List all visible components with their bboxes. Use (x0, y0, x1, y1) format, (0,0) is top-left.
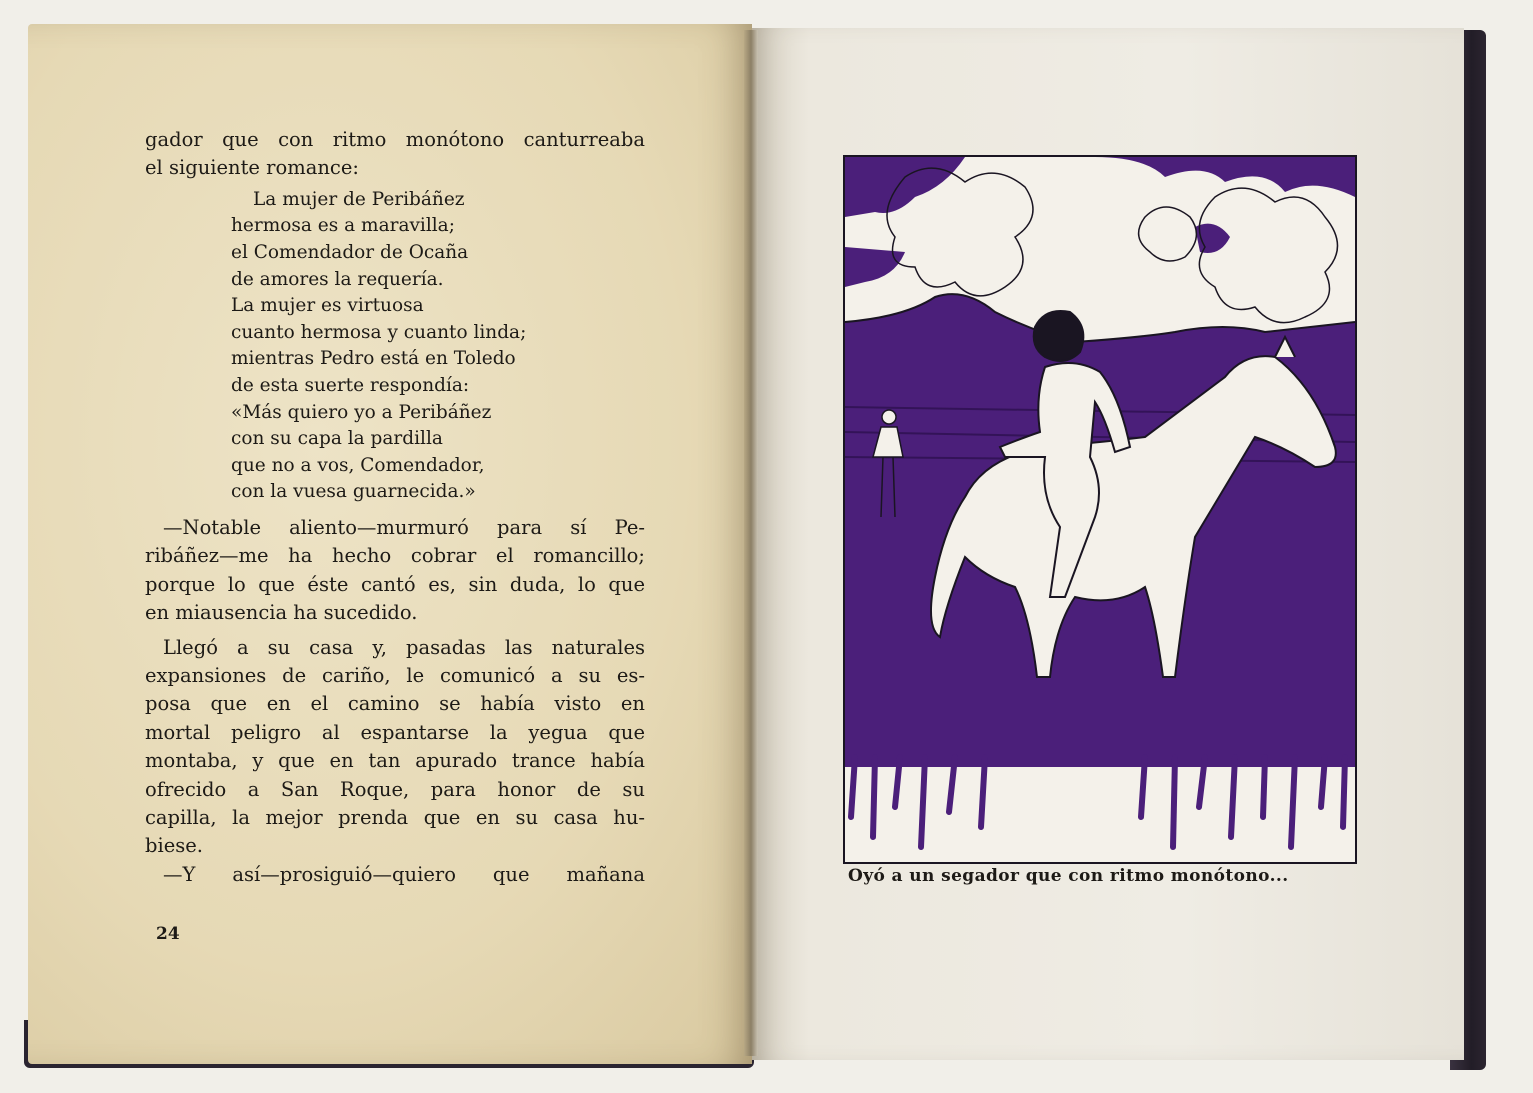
text-line: ribáñez—me ha hecho cobrar el romancillo; (145, 544, 645, 568)
verse-line: el Comendador de Ocaña (231, 242, 469, 263)
text-line: el siguiente romance: (145, 156, 359, 180)
text-line: mortal peligro al espantarse la yegua que (145, 720, 645, 744)
book-gutter (744, 30, 758, 1056)
paragraph-4 (145, 861, 645, 889)
text-line: capilla, la mejor prenda que en su casa hu- (145, 806, 645, 829)
text-line: porque lo que éste cantó es, sin duda, lo que (145, 572, 645, 596)
verse-line: de amores la requería. (231, 268, 444, 290)
text-line: biese. (145, 834, 204, 858)
illustration-caption: Oyó a un segador que con ritmo monótono... (848, 866, 1289, 886)
verse-line: La mujer es virtuosa (231, 295, 424, 317)
paragraph-3 (145, 634, 645, 861)
illustration-rider-on-horse (843, 155, 1357, 864)
paragraph-2 (145, 514, 645, 628)
verse-line: mientras Pedro está en Toledo (231, 348, 516, 370)
text-line: en miausencia ha sucedido. (145, 601, 418, 625)
text-line: —Y así—prosiguió—quiero que mañana (163, 862, 645, 886)
sky-patch (845, 247, 905, 287)
romance-verse (231, 187, 645, 506)
paragraph-1 (145, 126, 645, 183)
text-line: —Notable aliento—murmuró para sí Pe- (163, 515, 645, 539)
text-line: ofrecido a San Roque, para honor de su (145, 777, 645, 801)
illustration-drawing (845, 157, 1355, 862)
page-number: 24 (156, 924, 180, 944)
verse-line: «Más quiero yo a Peribáñez (231, 401, 492, 423)
grass-strokes (851, 757, 1345, 847)
verse-line: con la vuesa guarnecida.» (231, 481, 476, 503)
text-line: montaba, y que en tan apurado trance había (145, 749, 645, 773)
left-page-text (145, 126, 645, 889)
text-line: posa que en el camino se había visto en (145, 692, 645, 716)
text-line: expansiones de cariño, le comunicó a su es- (145, 663, 645, 687)
sky-patch (845, 157, 965, 217)
verse-line: que no a vos, Comendador, (231, 454, 485, 476)
text-line: Llegó a su casa y, pasadas las naturales (163, 635, 645, 659)
verse-line: de esta suerte respondía: (231, 374, 470, 396)
verse-line: La mujer de Peribáñez (253, 188, 465, 210)
verse-line: hermosa es a maravilla; (231, 215, 455, 237)
text-line: gador que con ritmo monótono canturreaba (145, 128, 645, 151)
verse-line: cuanto hermosa y cuanto linda; (231, 321, 527, 343)
verse-line: con su capa la pardilla (231, 428, 443, 450)
